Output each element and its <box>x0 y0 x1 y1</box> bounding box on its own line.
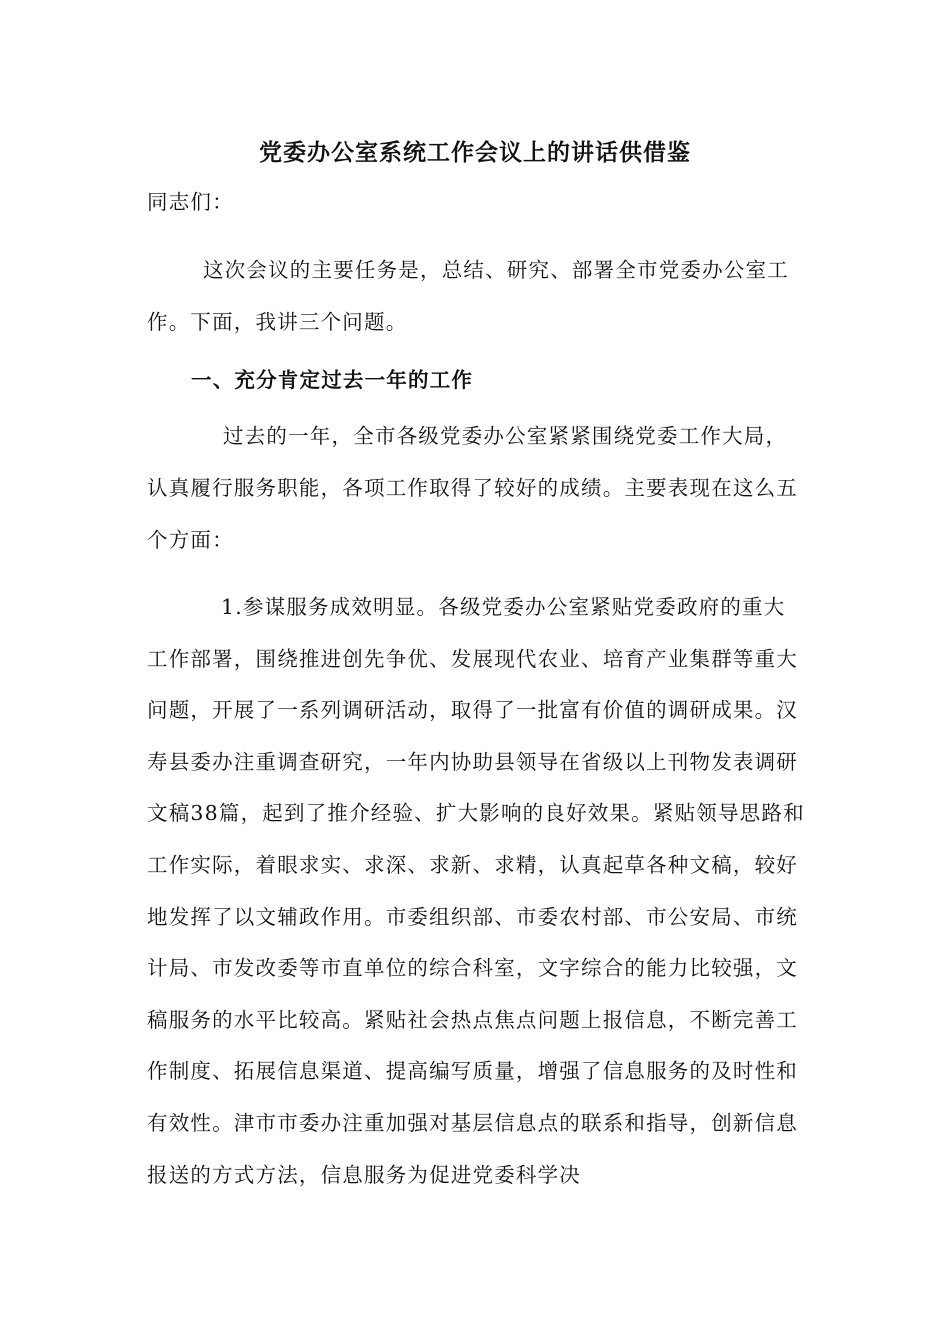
document-title: 党委办公室系统工作会议上的讲话供借鉴 <box>259 139 691 166</box>
section-paragraph: 过去的一年，全市各级党委办公室紧紧围绕党委工作大局，认真履行服务职能，各项工作取得了较好的成绩。主要表现在这么五个方面： <box>147 424 798 552</box>
document-body <box>147 184 807 1201</box>
salutation: 同志们： <box>147 190 234 214</box>
section-heading: 一、充分肯定过去一年的工作 <box>191 368 474 392</box>
intro-paragraph: 这次会议的主要任务是，总结、研究、部署全市党委办公室工作。下面，我讲三个问题。 <box>147 258 789 334</box>
list-item-paragraph: 1.参谋服务成效明显。各级党委办公室紧贴党委政府的重大工作部署，围绕推进创先争优、发展现代农业、培育产业集群等重大问题，开展了一系列调研活动，取得了一批富有价值的调研成果。汉寿县委办注重调查研究，一年内协助县领导在省级以上刊物发表调研文稿38篇，起到了推介经验、扩大影响的良好效果。紧贴领导思路和工作实际，着眼求实、求深、求新、求精，认真起草各种文稿，较好地发挥了以文辅政作用。市委组织部、市委农村部、市公安局、市统计局、市发改委等市直单位的综合科室，文字综合的能力比较强，文稿服务的水平比较高。紧贴社会热点焦点问题上报信息，不断完善工作制度、拓展信息渠道、提高编写质量，增强了信息服务的及时性和有效性。津市市委办注重加强对基层信息点的联系和指导，创新信息报送的方式方法，信息服务为促进党委科学决 <box>147 595 805 1187</box>
